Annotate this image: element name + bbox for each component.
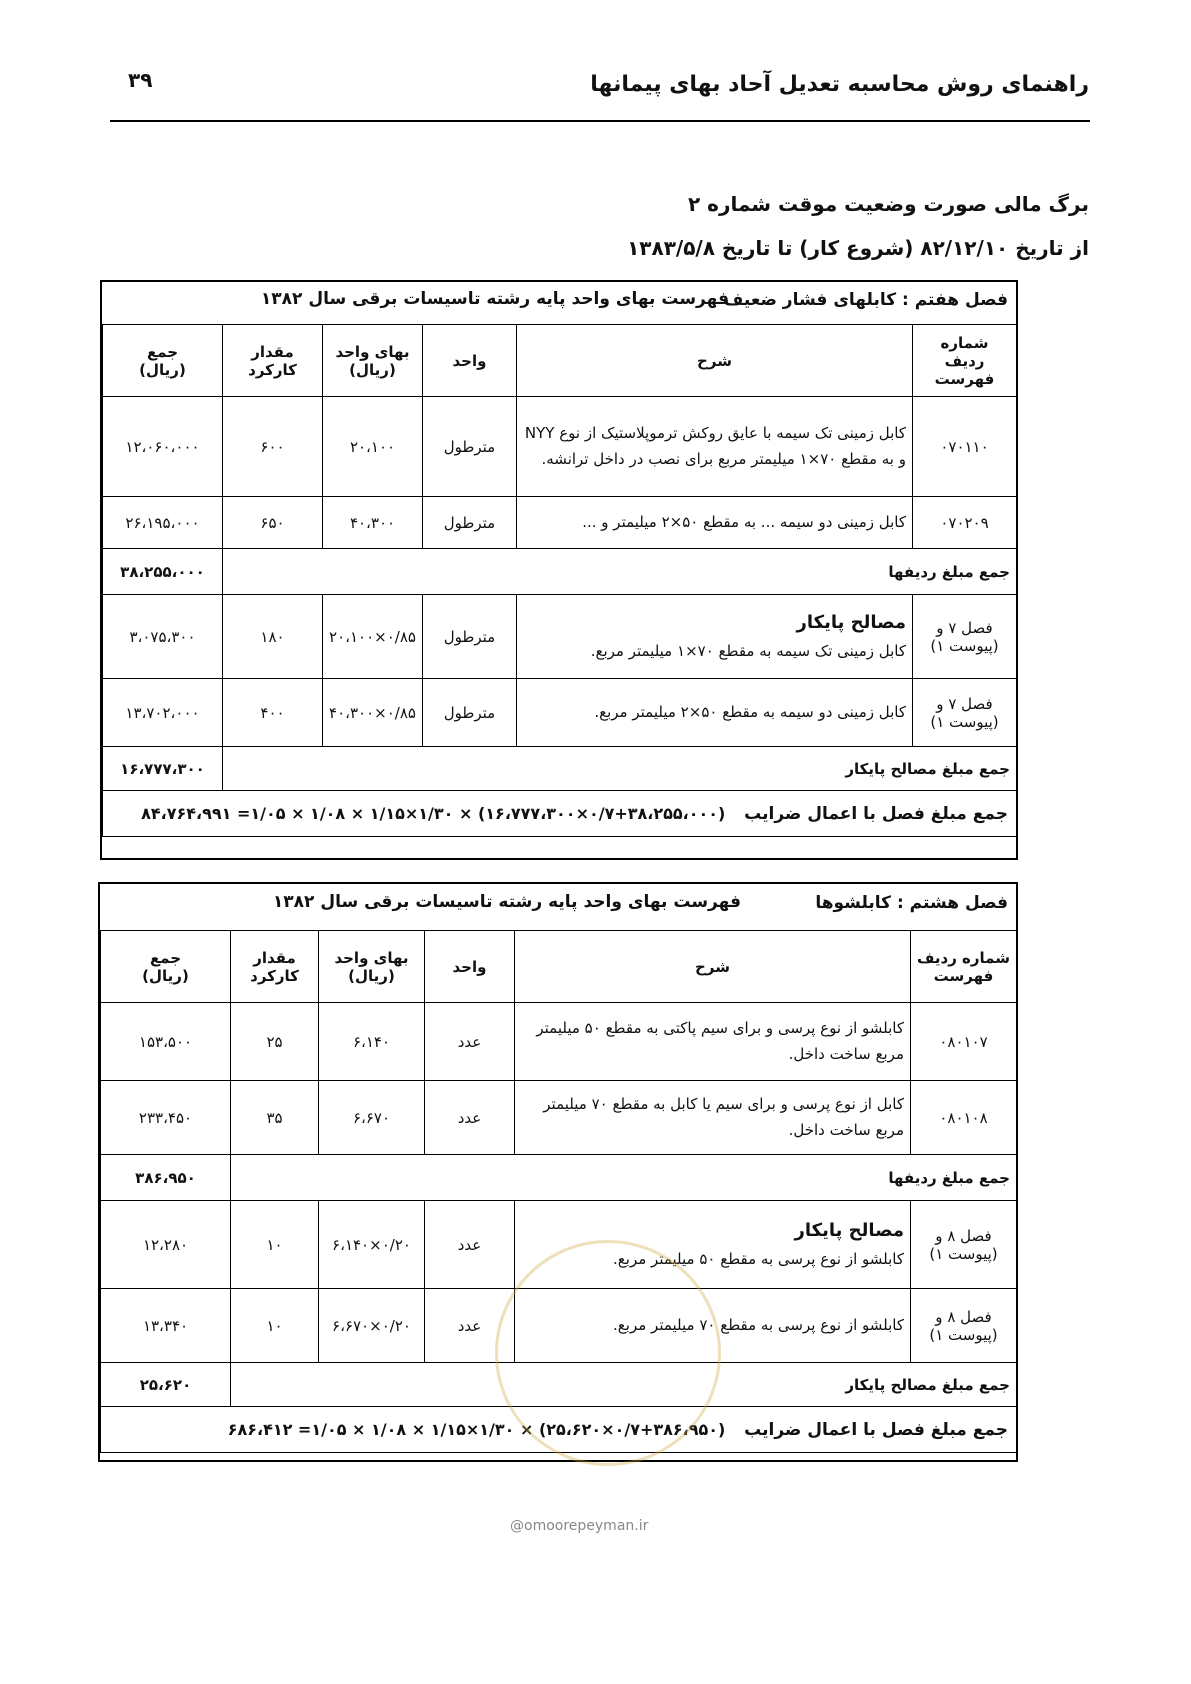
col-desc: شرح — [515, 931, 911, 1003]
row-price: ۶،۱۴۰ — [319, 1003, 425, 1081]
col-price: بهای واحد — [335, 342, 410, 361]
row-price: ۶،۶۷۰ — [319, 1081, 425, 1155]
col-qty-2: کارکرد — [248, 360, 297, 379]
final-label: جمع مبلغ فصل با اعمال ضرایب — [744, 803, 1008, 824]
table-row — [103, 497, 1017, 549]
col-total-2: (ریال) — [142, 966, 189, 985]
col-total: جمع — [146, 342, 179, 361]
material-qty: ۱۸۰ — [223, 595, 323, 679]
rows-sum-value: ۳۸،۲۵۵،۰۰۰ — [103, 549, 223, 595]
col-qty: مقدار — [251, 342, 294, 361]
col-unit: واحد — [425, 931, 515, 1003]
section8-rows-sum — [101, 1155, 1017, 1201]
table-row — [101, 1003, 1017, 1081]
section7-list: فهرست بهای واحد پایه رشته تاسیسات برقی سال ۱۳۸۲ — [260, 289, 729, 309]
final-formula: (۳۸۶،۹۵۰+۰/۷×۲۵،۶۲۰) × ۱/۳۰×۱/۱۵ × ۱/۰۸ × ۱/۰۵= ۶۸۶،۴۱۲ — [227, 1419, 726, 1439]
row-code: ۰۸۰۱۰۷ — [911, 1003, 1017, 1081]
col-price-2: (ریال) — [349, 360, 396, 379]
table-row — [103, 679, 1017, 747]
materials-title: مصالح پایکار — [796, 612, 906, 634]
material-code: فصل ۷ و — [936, 694, 993, 713]
section7-rows-sum — [103, 549, 1017, 595]
material-code-2: (پیوست ۱) — [929, 1325, 998, 1344]
table-row — [103, 397, 1017, 497]
running-header: راهنمای روش محاسبه تعدیل آحاد بهای پیمانها — [590, 72, 1089, 97]
row-desc: کابل از نوع پرسی و برای سیم یا کابل به مقطع ۷۰ میلیمتر مربع ساخت داخل. — [515, 1081, 911, 1155]
material-total: ۳،۰۷۵،۳۰۰ — [103, 595, 223, 679]
table-row — [101, 1081, 1017, 1155]
section7-header-row — [103, 325, 1017, 397]
section8-chapter: فصل هشتم : کابلشوها — [815, 893, 1008, 913]
material-price: ۰/۲۰×۶،۱۴۰ — [319, 1201, 425, 1289]
material-code-2: (پیوست ۱) — [930, 636, 999, 655]
material-code-2: (پیوست ۱) — [930, 712, 999, 731]
col-price-2: (ریال) — [348, 966, 395, 985]
material-code: فصل ۸ و — [935, 1226, 992, 1245]
row-qty: ۶۵۰ — [223, 497, 323, 549]
col-qty-2: کارکرد — [250, 966, 299, 985]
rows-sum-value: ۳۸۶،۹۵۰ — [101, 1155, 231, 1201]
final-label: جمع مبلغ فصل با اعمال ضرایب — [744, 1419, 1008, 1440]
col-qty: مقدار — [253, 948, 296, 967]
materials-sum-label: جمع مبلغ مصالح پایکار — [223, 747, 1017, 791]
materials-sum-value: ۱۶،۷۷۷،۳۰۰ — [103, 747, 223, 791]
material-unit: عدد — [425, 1201, 515, 1289]
page-number: ۳۹ — [128, 68, 153, 92]
col-desc: شرح — [517, 325, 913, 397]
row-qty: ۶۰۰ — [223, 397, 323, 497]
material-total: ۱۳،۳۴۰ — [101, 1289, 231, 1363]
section8-header-row — [101, 931, 1017, 1003]
document-subtitle: از تاریخ ۸۲/۱۲/۱۰ (شروع کار) تا تاریخ ۱۳۸۳/۵/۸ — [627, 236, 1089, 260]
row-unit: عدد — [425, 1003, 515, 1081]
watermark-seal — [495, 1240, 721, 1466]
row-code: ۰۷۰۲۰۹ — [913, 497, 1017, 549]
rows-sum-label: جمع مبلغ ردیفها — [231, 1155, 1017, 1201]
material-price: ۰/۸۵×۲۰،۱۰۰ — [323, 595, 423, 679]
row-total: ۱۲،۰۶۰،۰۰۰ — [103, 397, 223, 497]
material-desc: کابلشو از نوع پرسی به مقطع ۷۰ میلیمتر مربع. — [515, 1289, 911, 1363]
material-desc: کابل زمینی دو سیمه به مقطع ۵۰×۲ میلیمتر مربع. — [517, 679, 913, 747]
row-code: ۰۸۰۱۰۸ — [911, 1081, 1017, 1155]
row-price: ۲۰،۱۰۰ — [323, 397, 423, 497]
material-total: ۱۲،۲۸۰ — [101, 1201, 231, 1289]
materials-title: مصالح پایکار — [794, 1220, 904, 1242]
document-title: برگ مالی صورت وضعیت موقت شماره ۲ — [687, 192, 1089, 216]
col-row-no: شماره ردیف — [940, 333, 989, 370]
col-row-no-2: فهرست — [934, 369, 995, 388]
row-price: ۴۰،۳۰۰ — [323, 497, 423, 549]
row-unit: مترطول — [423, 497, 517, 549]
material-unit: مترطول — [423, 595, 517, 679]
col-price: بهای واحد — [334, 948, 409, 967]
material-desc: کابل زمینی تک سیمه به مقطع ۷۰×۱ میلیمتر مربع. — [590, 642, 906, 661]
section8-list: فهرست بهای واحد پایه رشته تاسیسات برقی سال ۱۳۸۲ — [272, 892, 741, 912]
material-total: ۱۳،۷۰۲،۰۰۰ — [103, 679, 223, 747]
material-qty: ۱۰ — [231, 1289, 319, 1363]
material-code: فصل ۷ و — [936, 618, 993, 637]
row-desc: کابل زمینی دو سیمه ... به مقطع ۵۰×۲ میلیمتر و ... — [517, 497, 913, 549]
section7-chapter: فصل هفتم : کابلهای فشار ضعیف — [723, 290, 1008, 310]
section7-table — [102, 324, 1017, 837]
col-row-no-2: فهرست — [933, 966, 994, 985]
final-formula: (۳۸،۲۵۵،۰۰۰+۰/۷×۱۶،۷۷۷،۳۰۰) × ۱/۳۰×۱/۱۵ × ۱/۰۸ × ۱/۰۵= ۸۴،۷۶۴،۹۹۱ — [141, 803, 726, 823]
col-unit: واحد — [423, 325, 517, 397]
row-unit: مترطول — [423, 397, 517, 497]
material-desc: کابلشو از نوع پرسی به مقطع ۵۰ میلیمتر مربع. — [613, 1250, 904, 1269]
row-unit: عدد — [425, 1081, 515, 1155]
section7-materials-sum — [103, 747, 1017, 791]
material-price: ۰/۲۰×۶،۶۷۰ — [319, 1289, 425, 1363]
row-total: ۲۳۳،۴۵۰ — [101, 1081, 231, 1155]
table-row — [103, 595, 1017, 679]
material-qty: ۴۰۰ — [223, 679, 323, 747]
material-price: ۰/۸۵×۴۰،۳۰۰ — [323, 679, 423, 747]
materials-sum-label: جمع مبلغ مصالح پایکار — [231, 1363, 1017, 1407]
row-code: ۰۷۰۱۱۰ — [913, 397, 1017, 497]
col-row-no: شماره ردیف — [917, 948, 1010, 967]
material-code: فصل ۸ و — [935, 1307, 992, 1326]
row-qty: ۲۵ — [231, 1003, 319, 1081]
material-qty: ۱۰ — [231, 1201, 319, 1289]
material-unit: عدد — [425, 1289, 515, 1363]
material-unit: مترطول — [423, 679, 517, 747]
row-desc: کابل زمینی تک سیمه با عایق روکش ترموپلاستیک از نوع NYY و به مقطع ۷۰×۱ میلیمتر مربع برای نصب در داخل ترانشه. — [517, 397, 913, 497]
watermark-site: @omoorepeyman.ir — [510, 1518, 649, 1534]
col-total: جمع — [149, 948, 182, 967]
row-qty: ۳۵ — [231, 1081, 319, 1155]
rows-sum-label: جمع مبلغ ردیفها — [223, 549, 1017, 595]
header-rule — [110, 120, 1090, 122]
row-desc: کابلشو از نوع پرسی و برای سیم پاکتی به مقطع ۵۰ میلیمتر مربع ساخت داخل. — [515, 1003, 911, 1081]
material-code-2: (پیوست ۱) — [929, 1244, 998, 1263]
materials-sum-value: ۲۵،۶۲۰ — [101, 1363, 231, 1407]
section7-final — [103, 791, 1017, 837]
col-total-2: (ریال) — [139, 360, 186, 379]
row-total: ۲۶،۱۹۵،۰۰۰ — [103, 497, 223, 549]
row-total: ۱۵۳،۵۰۰ — [101, 1003, 231, 1081]
